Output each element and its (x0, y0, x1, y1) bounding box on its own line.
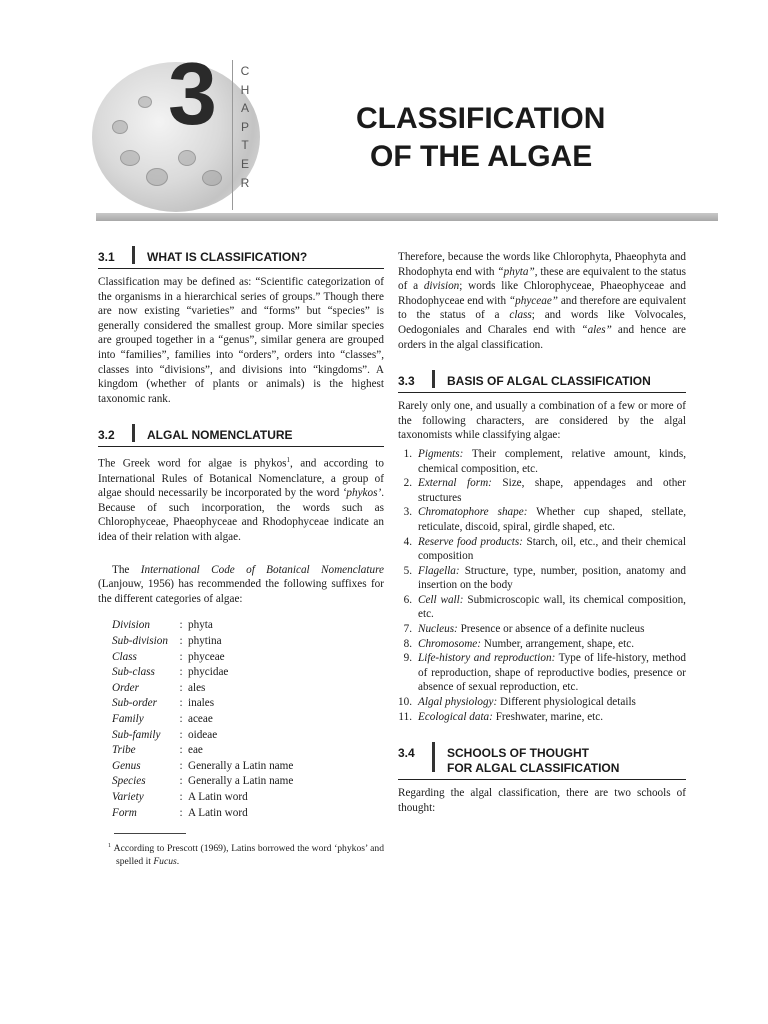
colon: : (179, 744, 183, 757)
list-item (398, 505, 686, 534)
colon: : (179, 697, 183, 710)
rank-name: Sub-class (112, 666, 155, 679)
rank-name: Variety (112, 790, 144, 803)
section-number: 3.2 (98, 428, 115, 443)
section-heading-3-3 (398, 374, 686, 393)
list-item (398, 447, 686, 476)
section-title: ALGAL NOMENCLATURE (147, 428, 293, 443)
footnote-rule (114, 833, 186, 834)
item-text: External form: Size, shape, appendages and other structures (418, 477, 687, 504)
item-text: Ecological data: Freshwater, marine, etc. (418, 710, 604, 723)
suffix-value: eae (188, 744, 203, 757)
cell-graphic (138, 96, 152, 108)
item-number: 6. (403, 593, 412, 606)
rank-name: Sub-division (112, 635, 168, 648)
chapter-letter: C (240, 64, 250, 78)
suffix-value: phyceae (188, 650, 225, 663)
list-item (398, 593, 686, 622)
item-number: 1. (403, 447, 412, 460)
header-rule-bar (96, 213, 718, 221)
suffix-value: inales (188, 697, 215, 710)
chapter-word-vertical (238, 62, 252, 192)
item-number: 3. (403, 506, 412, 519)
suffix-value: ales (188, 681, 206, 694)
item-text: Algal physiology: Different physiological details (418, 696, 636, 709)
item-text: Flagella: Structure, type, number, position, anatomy and insertion on the body (418, 564, 686, 592)
section-3-1-body: Classification may be defined as: “Scientific categorization of the organisms in a hierarchical series of groups.” Though there are now existing “varieties” and “forms” but “species” is generally considered the smallest group. More similar species are grouped together in a “genus”, similar genera are grouped into “families”, families into “orders”, orders into “classes”, classes into “divisions”, and divisions into “kingdoms”. A kingdom (whether of plants or animals) is the highest taxonomic rank. (98, 276, 384, 405)
section-heading-3-1 (98, 250, 384, 269)
item-text: Pigments: Their complement, relative amount, kinds, chemical composition, etc. (418, 447, 686, 475)
item-number: 5. (403, 564, 412, 577)
footnote: $^1$ According to Prescott (1969), Latins borrowed the word ‘phykos’ and spelled it Fucus. (108, 843, 384, 867)
section-3-4-body: Regarding the algal classification, there are two schools of thought: (398, 787, 686, 814)
suffix-value: Generally a Latin name (188, 759, 294, 772)
colon: : (179, 712, 183, 725)
chapter-letter: P (240, 119, 249, 134)
suffix-value: A Latin word (188, 806, 248, 819)
suffix-row (112, 696, 293, 712)
section-marker-bar (432, 370, 435, 388)
continuation-paragraph: Therefore, because the words like Chlorophyta, Phaeophyta and Rhodophyta end with “phyta”, these are equivalent to the status of a division; words like Chlorophyceae, Phaeophyceae and Rhodophyceae end with “phyceae” and therefore are equivalent to the status of a class; and words like Volvocales, Oedogoniales and Charales end with “ales” and hence are orders in the algal classification. (398, 251, 686, 351)
cell-graphic (178, 150, 196, 166)
rank-name: Sub-order (112, 697, 157, 710)
suffix-row (112, 665, 293, 681)
suffix-row (112, 650, 293, 666)
section-marker-bar (132, 246, 135, 264)
suffix-row (112, 681, 293, 697)
suffix-table (112, 618, 293, 821)
section-3-2-para1: The Greek word for algae is phykos$^1$, and according to International Rules of Botanical Nomenclature, a group of algae should necessarily be incorporated by the word ‘phykos’. Because of such incorporation, the words such as Chlorophyceae, Phaeophyceae and Rhodophyceae indicate an idea of their relation with algae. (98, 456, 384, 544)
rank-name: Family (112, 712, 144, 725)
colon: : (179, 728, 183, 741)
list-item (398, 695, 686, 710)
item-number: 9. (403, 652, 412, 665)
item-number: 4. (403, 535, 412, 548)
rank-name: Division (112, 619, 150, 632)
colon: : (179, 806, 183, 819)
item-number: 2. (403, 477, 412, 490)
cell-graphic (146, 168, 168, 186)
cell-graphic (112, 120, 128, 134)
section-title: BASIS OF ALGAL CLASSIFICATION (447, 374, 651, 389)
rank-name: Species (112, 775, 146, 788)
section-marker-bar (432, 742, 435, 772)
section-3-3-intro: Rarely only one, and usually a combination of a few or more of the following characters, are considered by the algal taxonomists while classifying algae: (398, 400, 686, 442)
chapter-title-line2: OF THE ALGAE (370, 140, 593, 173)
colon: : (179, 635, 183, 648)
rank-name: Class (112, 650, 137, 663)
list-item (398, 710, 686, 725)
section-title: WHAT IS CLASSIFICATION? (147, 250, 308, 264)
suffix-value: aceae (188, 712, 213, 725)
colon: : (179, 790, 183, 803)
suffix-row (112, 806, 293, 822)
chapter-letter: E (240, 156, 249, 171)
chapter-title (356, 100, 686, 176)
colon: : (179, 759, 183, 772)
chapter-title-line1: CLASSIFICATION (356, 102, 606, 135)
suffix-row (112, 634, 293, 650)
section-number: 3.1 (98, 250, 115, 264)
section-3-2-para2: The International Code of Botanical Nomenclature (Lanjouw, 1956) has recommended the following suffixes for the different categories of algae: (98, 563, 384, 605)
cell-graphic (202, 170, 222, 186)
chapter-letter: H (240, 82, 250, 97)
rank-name: Form (112, 806, 137, 819)
colon: : (179, 619, 183, 632)
list-item (398, 637, 686, 652)
item-number: 10. (398, 696, 412, 709)
suffix-row (112, 712, 293, 728)
list-item (398, 535, 686, 564)
list-item (398, 622, 686, 637)
colon: : (179, 681, 183, 694)
item-text: Reserve food products: Starch, oil, etc., and their chemical composition (418, 535, 686, 563)
chapter-letter: R (240, 175, 250, 190)
suffix-value: oideae (188, 728, 218, 741)
chapter-number: 3 (168, 44, 215, 143)
colon: : (179, 650, 183, 663)
item-text: Cell wall: Submicroscopic wall, its chemical composition, etc. (418, 593, 686, 621)
chapter-letter: A (240, 101, 249, 116)
section-marker-bar (132, 424, 135, 442)
suffix-row (112, 728, 293, 744)
suffix-row (112, 790, 293, 806)
rank-name: Order (112, 681, 139, 694)
suffix-row (112, 759, 293, 775)
colon: : (179, 666, 183, 679)
section-number: 3.4 (398, 746, 415, 761)
item-text: Chromatophore shape: Whether cup shaped, stellate, reticulate, discoid, spiral, girdle shaped, etc. (418, 506, 686, 533)
suffix-row (112, 774, 293, 790)
right-column (398, 250, 686, 815)
list-item (398, 651, 686, 695)
suffix-value: phytina (188, 635, 222, 648)
section-heading-3-2 (98, 428, 384, 447)
item-number: 7. (403, 623, 412, 636)
rank-name: Genus (112, 759, 141, 772)
chapter-letter: T (241, 138, 249, 153)
chapter-divider (232, 60, 233, 210)
list-item (398, 564, 686, 593)
item-number: 8. (403, 637, 412, 650)
item-text: Nucleus: Presence or absence of a definite nucleus (418, 623, 645, 636)
suffix-value: phycidae (188, 666, 229, 679)
suffix-value: Generally a Latin name (188, 775, 294, 788)
list-item (398, 476, 686, 505)
cell-graphic (120, 150, 140, 166)
left-column (98, 250, 384, 869)
colon: : (179, 775, 183, 788)
item-text: Life-history and reproduction: Type of life-history, method of reproduction, shape of reproductive bodies, presence or absence of sexual reproduction, etc. (418, 652, 686, 694)
section-number: 3.3 (398, 374, 415, 389)
rank-name: Sub-family (112, 728, 161, 741)
suffix-value: phyta (188, 619, 213, 632)
item-text: Chromosome: Number, arrangement, shape, etc. (418, 637, 634, 650)
rank-name: Tribe (112, 744, 136, 757)
suffix-row (112, 618, 293, 634)
section-heading-3-4 (398, 746, 686, 780)
suffix-row (112, 743, 293, 759)
basis-list (398, 447, 686, 724)
item-number: 11. (398, 710, 412, 723)
section-title: SCHOOLS OF THOUGHT FOR ALGAL CLASSIFICATION (447, 746, 620, 776)
suffix-value: A Latin word (188, 790, 248, 803)
